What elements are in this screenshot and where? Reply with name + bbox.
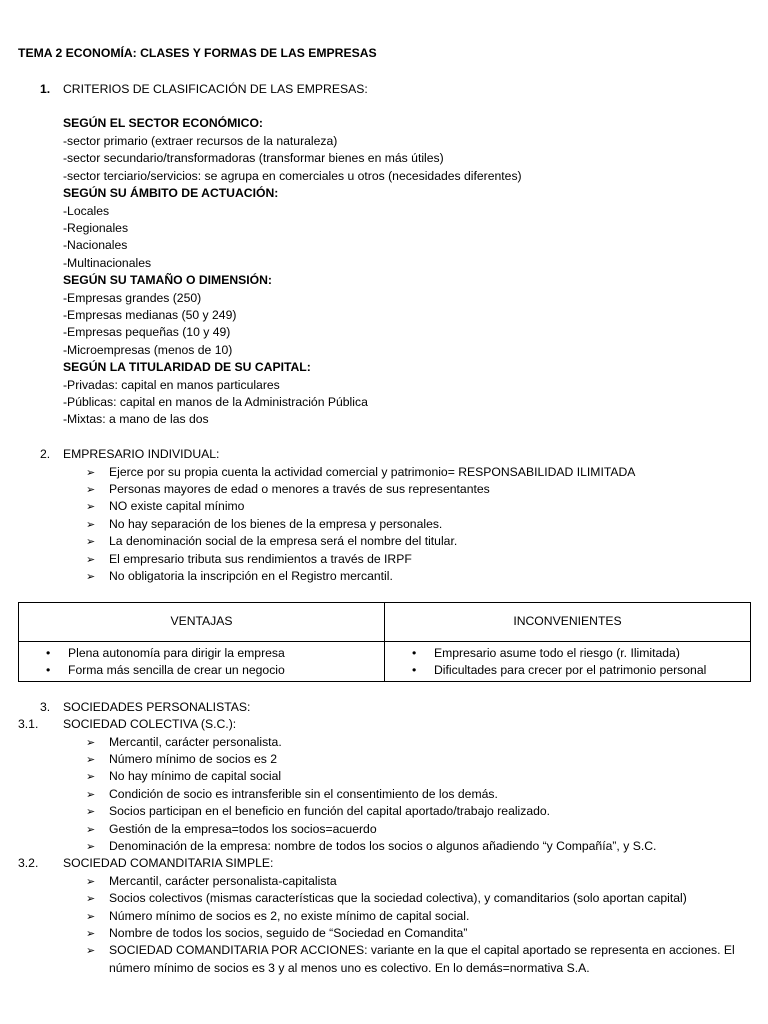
list-item xyxy=(86,821,377,839)
arrowhead-bullet-icon: ➢ xyxy=(86,824,96,836)
list-item xyxy=(86,925,467,943)
list-item: -sector primario (extraer recursos de la naturaleza) xyxy=(63,134,338,148)
arrowhead-bullet-icon: ➢ xyxy=(86,771,96,783)
inconvenientes-cell xyxy=(385,642,751,682)
list-item-text: Mercantil, carácter personalista-capitalista xyxy=(109,874,337,888)
list-item-text: Número mínimo de socios es 2 xyxy=(109,752,277,766)
list-item xyxy=(86,551,412,569)
arrowhead-bullet-icon: ➢ xyxy=(86,536,96,548)
list-item: -Locales xyxy=(63,204,110,218)
list-item-text: Gestión de la empresa=todos los socios=acuerdo xyxy=(109,822,377,836)
list-item-text: La denominación social de la empresa será el nombre del titular. xyxy=(109,534,458,548)
list-item: -Mixtas: a mano de las dos xyxy=(63,412,209,426)
arrowhead-bullet-icon: ➢ xyxy=(86,484,96,496)
list-item-text: No hay separación de los bienes de la empresa y personales. xyxy=(109,517,443,531)
list-item-text: Socios participan en el beneficio en función del capital aportado/trabajo realizado. xyxy=(109,804,551,818)
arrowhead-bullet-icon: ➢ xyxy=(86,911,96,923)
list-item-text: Mercantil, carácter personalista. xyxy=(109,735,282,749)
arrowhead-bullet-icon: ➢ xyxy=(86,945,96,957)
list-item xyxy=(385,662,750,679)
section-3-number: 3. xyxy=(40,700,51,714)
list-item-text: Forma más sencilla de crear un negocio xyxy=(68,663,285,678)
list-item: -Públicas: capital en manos de la Administración Pública xyxy=(63,395,368,409)
subsection-3-1-heading: SOCIEDAD COLECTIVA (S.C.): xyxy=(63,717,237,731)
ventajas-cell xyxy=(19,642,385,682)
list-item xyxy=(86,803,550,821)
list-item xyxy=(86,838,656,856)
dot-bullet-icon: • xyxy=(46,646,51,660)
list-item xyxy=(86,464,635,482)
list-item-text: Ejerce por su propia cuenta la actividad comercial y patrimonio= RESPONSABILIDAD ILIMITADA xyxy=(109,465,636,479)
list-item-text: No obligatoria la inscripción en el Registro mercantil. xyxy=(109,569,393,583)
arrowhead-bullet-icon: ➢ xyxy=(86,467,96,479)
inconvenientes-header: INCONVENIENTES xyxy=(385,603,751,642)
list-item xyxy=(86,873,337,891)
subsection-3-2-number: 3.2. xyxy=(18,856,39,870)
dot-bullet-icon: • xyxy=(412,646,417,660)
criterion-heading: SEGÚN SU ÁMBITO DE ACTUACIÓN: xyxy=(63,186,279,200)
document-title: TEMA 2 ECONOMÍA: CLASES Y FORMAS DE LAS EMPRESAS xyxy=(18,46,377,60)
arrowhead-bullet-icon: ➢ xyxy=(86,737,96,749)
list-item xyxy=(86,751,277,769)
list-item xyxy=(86,786,498,804)
list-item-text: Denominación de la empresa: nombre de todos los socios o algunos añadiendo “y Compañía”, y S.C. xyxy=(109,839,657,853)
section-1-number: 1. xyxy=(40,82,51,96)
list-item: -Privadas: capital en manos particulares xyxy=(63,378,280,392)
list-item-text: SOCIEDAD COMANDITARIA POR ACCIONES: variante en la que el capital aportado se representa en acciones. El xyxy=(109,943,735,957)
ventajas-header: VENTAJAS xyxy=(19,603,385,642)
arrowhead-bullet-icon: ➢ xyxy=(86,789,96,801)
list-item: -Empresas pequeñas (10 y 49) xyxy=(63,325,231,339)
list-item-text: El empresario tributa sus rendimientos a través de IRPF xyxy=(109,552,412,566)
list-item xyxy=(86,890,687,908)
arrowhead-bullet-icon: ➢ xyxy=(86,571,96,583)
list-item xyxy=(86,533,457,551)
list-item: -Empresas medianas (50 y 249) xyxy=(63,308,237,322)
list-item xyxy=(86,942,735,960)
list-item-text: Nombre de todos los socios, seguido de “Sociedad en Comandita” xyxy=(109,926,468,940)
list-item xyxy=(86,498,244,516)
subsection-3-1-number: 3.1. xyxy=(18,717,39,731)
list-item-text: Dificultades para crecer por el patrimonio personal xyxy=(434,663,707,678)
list-item xyxy=(86,734,282,752)
list-item xyxy=(86,481,490,499)
section-2-number: 2. xyxy=(40,447,51,461)
dot-bullet-icon: • xyxy=(412,663,417,678)
list-item: -sector terciario/servicios: se agrupa en comerciales u otros (necesidades diferentes) xyxy=(63,169,522,183)
list-item xyxy=(19,645,384,662)
arrowhead-bullet-icon: ➢ xyxy=(86,554,96,566)
list-item-text: Socios colectivos (mismas características que la sociedad colectiva), y comanditarios (solo aportan capital) xyxy=(109,891,687,905)
section-2-heading: EMPRESARIO INDIVIDUAL: xyxy=(63,447,220,461)
list-item-text: Plena autonomía para dirigir la empresa xyxy=(68,646,285,660)
list-item xyxy=(19,662,384,679)
list-item xyxy=(86,908,469,926)
list-item-text: Personas mayores de edad o menores a través de sus representantes xyxy=(109,482,490,496)
arrowhead-bullet-icon: ➢ xyxy=(86,928,96,940)
list-item: -Nacionales xyxy=(63,238,128,252)
list-item-text: Condición de socio es intransferible sin el consentimiento de los demás. xyxy=(109,787,498,801)
criterion-heading: SEGÚN EL SECTOR ECONÓMICO: xyxy=(63,116,263,130)
arrowhead-bullet-icon: ➢ xyxy=(86,806,96,818)
list-item xyxy=(86,768,281,786)
section-3-heading: SOCIEDADES PERSONALISTAS: xyxy=(63,700,251,714)
list-item: -Multinacionales xyxy=(63,256,152,270)
arrowhead-bullet-icon: ➢ xyxy=(86,519,96,531)
list-item-text: No hay mínimo de capital social xyxy=(109,769,282,783)
list-item xyxy=(385,645,750,662)
list-item-text: Número mínimo de socios es 2, no existe mínimo de capital social. xyxy=(109,909,470,923)
arrowhead-bullet-icon: ➢ xyxy=(86,754,96,766)
list-item-continuation: número mínimo de socios es 3 y al menos uno es colectivo. En lo demás=normativa S.A. xyxy=(109,961,590,975)
list-item: -sector secundario/transformadoras (transformar bienes en más útiles) xyxy=(63,151,444,165)
list-item xyxy=(86,516,442,534)
arrowhead-bullet-icon: ➢ xyxy=(86,893,96,905)
list-item: -Microempresas (menos de 10) xyxy=(63,343,233,357)
advantages-table xyxy=(18,602,751,682)
arrowhead-bullet-icon: ➢ xyxy=(86,841,96,853)
dot-bullet-icon: • xyxy=(46,663,51,678)
list-item xyxy=(86,568,393,586)
subsection-3-2-heading: SOCIEDAD COMANDITARIA SIMPLE: xyxy=(63,856,274,870)
arrowhead-bullet-icon: ➢ xyxy=(86,501,96,513)
arrowhead-bullet-icon: ➢ xyxy=(86,876,96,888)
criterion-heading: SEGÚN SU TAMAÑO O DIMENSIÓN: xyxy=(63,273,272,287)
list-item-text: Empresario asume todo el riesgo (r. Ilimitada) xyxy=(434,646,680,660)
list-item-text: NO existe capital mínimo xyxy=(109,499,245,513)
section-1-heading: CRITERIOS DE CLASIFICACIÓN DE LAS EMPRESAS: xyxy=(63,82,368,96)
list-item: -Regionales xyxy=(63,221,129,235)
list-item: -Empresas grandes (250) xyxy=(63,291,202,305)
criterion-heading: SEGÚN LA TITULARIDAD DE SU CAPITAL: xyxy=(63,360,311,374)
